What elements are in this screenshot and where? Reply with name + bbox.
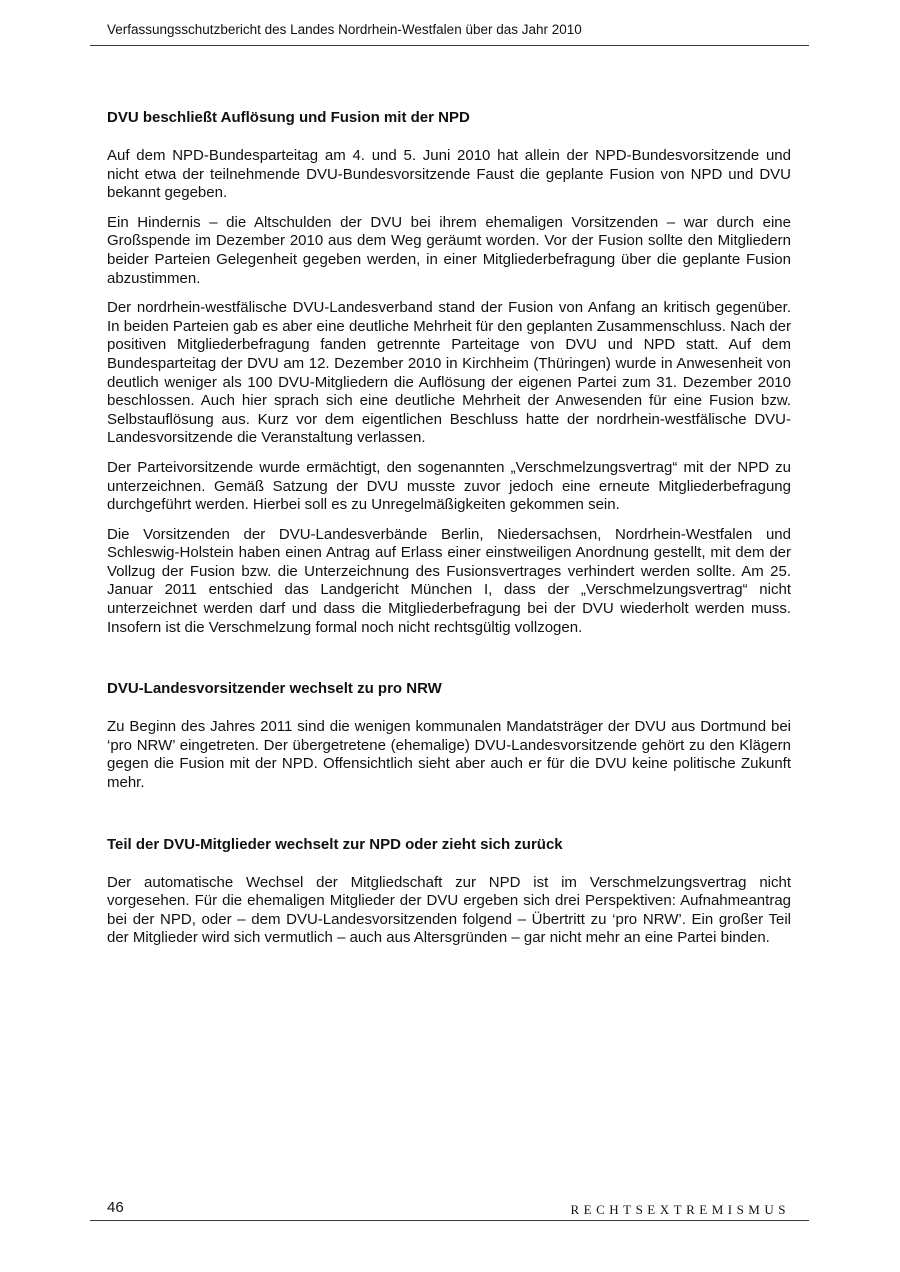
running-header: Verfassungsschutzbericht des Landes Nordrhein-Westfalen über das Jahr 2010 xyxy=(107,22,582,37)
section-heading: DVU-Landesvorsitzender wechselt zu pro NRW xyxy=(107,680,442,698)
section-mitglieder-wechsel xyxy=(107,835,791,948)
paragraph: Zu Beginn des Jahres 2011 sind die wenigen kommunalen Mandatsträger der DVU aus Dortmund bei ‘pro NRW’ eingetreten. Der übergetretene (ehemalige) DVU-Landesvorsitzende gehört zu den Klägern gegen die Fusion mit der NPD. Offensichtlich sieht aber auch er für die DVU keine politische Zukunft mehr. xyxy=(107,718,791,792)
paragraph: Auf dem NPD-Bundesparteitag am 4. und 5. Juni 2010 hat allein der NPD-Bundesvorsitzende und nicht etwa der teilnehmende DVU-Bundesvorsitzende Faust die geplante Fusion von NPD und DVU bekannt gegeben. xyxy=(107,147,791,202)
page-content xyxy=(107,108,791,948)
paragraph: Die Vorsitzenden der DVU-Landesverbände Berlin, Niedersachsen, Nordrhein-Westfalen und Schleswig-Holstein haben einen Antrag auf Erlass einer einstweiligen Anordnung gestellt, mit dem der Vollzug der Fusion bzw. die Unterzeichnung des Fusionsvertrages verhindert werden sollte. Am 25. Januar 2011 entschied das Landgericht München I, dass der „Verschmelzungsvertrag“ nicht unterzeichnet werden darf und dass die Mitgliederbefragung bei der DVU wiederholt werden muss. Insofern ist die Verschmelzung formal noch nicht rechtsgültig vollzogen. xyxy=(107,525,791,636)
paragraph: Der automatische Wechsel der Mitgliedschaft zur NPD ist im Verschmelzungsvertrag nicht vorgesehen. Für die ehemaligen Mitglieder der DVU ergeben sich drei Perspektiven: Aufnahmeantrag bei der NPD, oder – dem DVU-Landesvorsitzenden folgend – Übertritt zu ‘pro NRW’. Ein großer Teil der Mitglieder wird sich vermutlich – auch aus Altersgründen – gar nicht mehr an eine Partei binden. xyxy=(107,873,791,947)
footer-rule xyxy=(90,1220,809,1221)
section-heading: Teil der DVU-Mitglieder wechselt zur NPD oder zieht sich zurück xyxy=(107,835,563,853)
footer-section-label: RECHTSEXTREMISMUS xyxy=(570,1202,790,1217)
paragraph: Ein Hindernis – die Altschulden der DVU bei ihrem ehemaligen Vorsitzenden – war durch eine Großspende im Dezember 2010 aus dem Weg geräumt worden. Vor der Fusion sollte den Mitgliedern beider Parteien Gelegenheit gegeben werden, in einer Mitgliederbefragung über die geplante Fusion abzustimmen. xyxy=(107,213,791,287)
header-rule xyxy=(90,45,809,46)
paragraph: Der nordrhein-westfälische DVU-Landesverband stand der Fusion von Anfang an kritisch gegenüber. In beiden Parteien gab es aber eine deutliche Mehrheit für den geplanten Zusammenschluss. Nach der positiven Mitgliederbefragung fanden getrennte Parteitage von DVU und NPD statt. Auf dem Bundesparteitag der DVU am 12. Dezember 2010 in Kirchheim (Thüringen) wurde in Anwesenheit von deutlich weniger als 100 DVU-Mitgliedern die Auflösung der eigenen Partei zum 31. Dezember 2010 beschlossen. Auch hier sprach sich eine deutliche Mehrheit der Anwesenden für eine Fusion bzw. Selbstauflösung aus. Kurz vor dem eigentlichen Beschluss hatte der nordrhein-westfälische DVU-Landesvorsitzende die Veranstaltung verlassen. xyxy=(107,299,791,447)
page-number: 46 xyxy=(107,1199,124,1216)
paragraph: Der Parteivorsitzende wurde ermächtigt, den sogenannten „Verschmelzungsvertrag“ mit der NPD zu unterzeichnen. Gemäß Satzung der DVU musste zuvor jedoch eine erneute Mitgliederbefragung durchgeführt werden. Hierbei soll es zu Unregelmäßigkeiten gekommen sein. xyxy=(107,458,791,514)
section-landesvorsitzender-pro-nrw xyxy=(107,679,791,792)
section-heading: DVU beschließt Auflösung und Fusion mit der NPD xyxy=(107,109,470,126)
section-dvu-fusion xyxy=(107,108,791,637)
